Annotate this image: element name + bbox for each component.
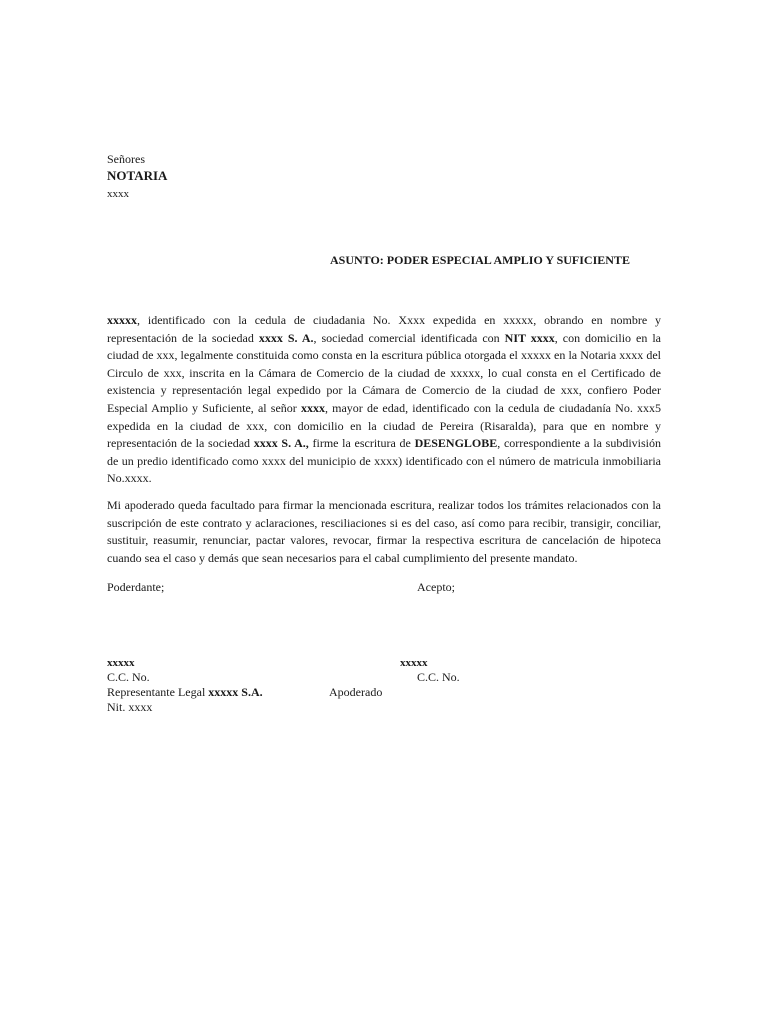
body-paragraph-1 — [107, 312, 661, 488]
company-name: xxxx S. A. — [258, 330, 314, 345]
attorney-name: xxxx — [300, 400, 325, 415]
grantor-role — [107, 685, 263, 699]
grantor-cc: C.C. No. — [107, 670, 150, 684]
grantor-label: Poderdante; — [107, 580, 165, 594]
grantor-role-prefix: Representante Legal — [107, 685, 209, 699]
p1-text-1: , identificado con la cedula de ciudadania No. Xxxx expedida en xxxxx, obrando en nombre y representación de la sociedad — [107, 313, 661, 345]
grantor-role-company: xxxxx S.A. — [208, 685, 263, 699]
body-paragraph-2: Mi apoderado queda facultado para firmar la mencionada escritura, realizar todos los trámites relacionados con la suscripción de este contrato y aclaraciones, resciliaciones si es del caso, así como para recibir, transigir, conciliar, sustituir, reasumir, renunciar, pactar valores, revocar, firmar la respectiva escritura de cancelación de hipoteca cuando sea el caso y demás que sean necesarios para el cabal cumplimiento del presente mandato. — [107, 498, 661, 565]
attorney-role: Apoderado — [329, 685, 383, 699]
p1-text-3: , con domicilio en la ciudad de xxx, legalmente constituida como consta en la escritura pública otorgada el xxxxx en la Notaria xxxx del Circulo de xxx, inscrita en la Cámara de Comercio de la ciudad de xxxxx, lo cual consta en el Certificado de existencia y representación legal expedido por la Cámara de Comercio de la ciudad de xxx, confiero Poder Especial Amplio y Suficiente, al señor — [107, 330, 661, 415]
grantor-name: xxxxx — [107, 313, 137, 327]
p1-text-6: , correspondiente a la subdivisión de un predio identificado como xxxx del municipio de xxxx) identificado con el número de matricula inmobiliaria No.xxxx. — [107, 436, 662, 486]
grantor-signature-name: xxxxx — [107, 657, 135, 669]
p1-text-4: , mayor de edad, identificado con la cedula de ciudadanía No. xxx5 expedida en la ciudad de xxx, con domicilio en la ciudad de Pereira (Risaralda), para que en nombre y representación de la sociedad — [107, 400, 661, 451]
deed-type: DESENGLOBE — [414, 436, 498, 451]
acceptor-label: Acepto; — [417, 580, 455, 594]
company-nit: NIT xxxx — [504, 330, 555, 345]
grantor-nit: Nit. xxxx — [107, 700, 153, 714]
p1-text-2: , sociedad comercial identificada con — [313, 330, 505, 345]
company-name-2: xxxx S. A., — [253, 436, 309, 451]
attorney-cc: C.C. No. — [417, 670, 460, 684]
p1-text-5: firme la escritura de — [308, 436, 415, 451]
subject-line: ASUNTO: PODER ESPECIAL AMPLIO Y SUFICIENTE — [330, 253, 630, 267]
recipient-title: NOTARIA — [107, 168, 168, 183]
recipient-detail: xxxx — [107, 188, 129, 200]
salutation: Señores — [107, 152, 145, 166]
attorney-signature-name: xxxxx — [400, 657, 428, 669]
